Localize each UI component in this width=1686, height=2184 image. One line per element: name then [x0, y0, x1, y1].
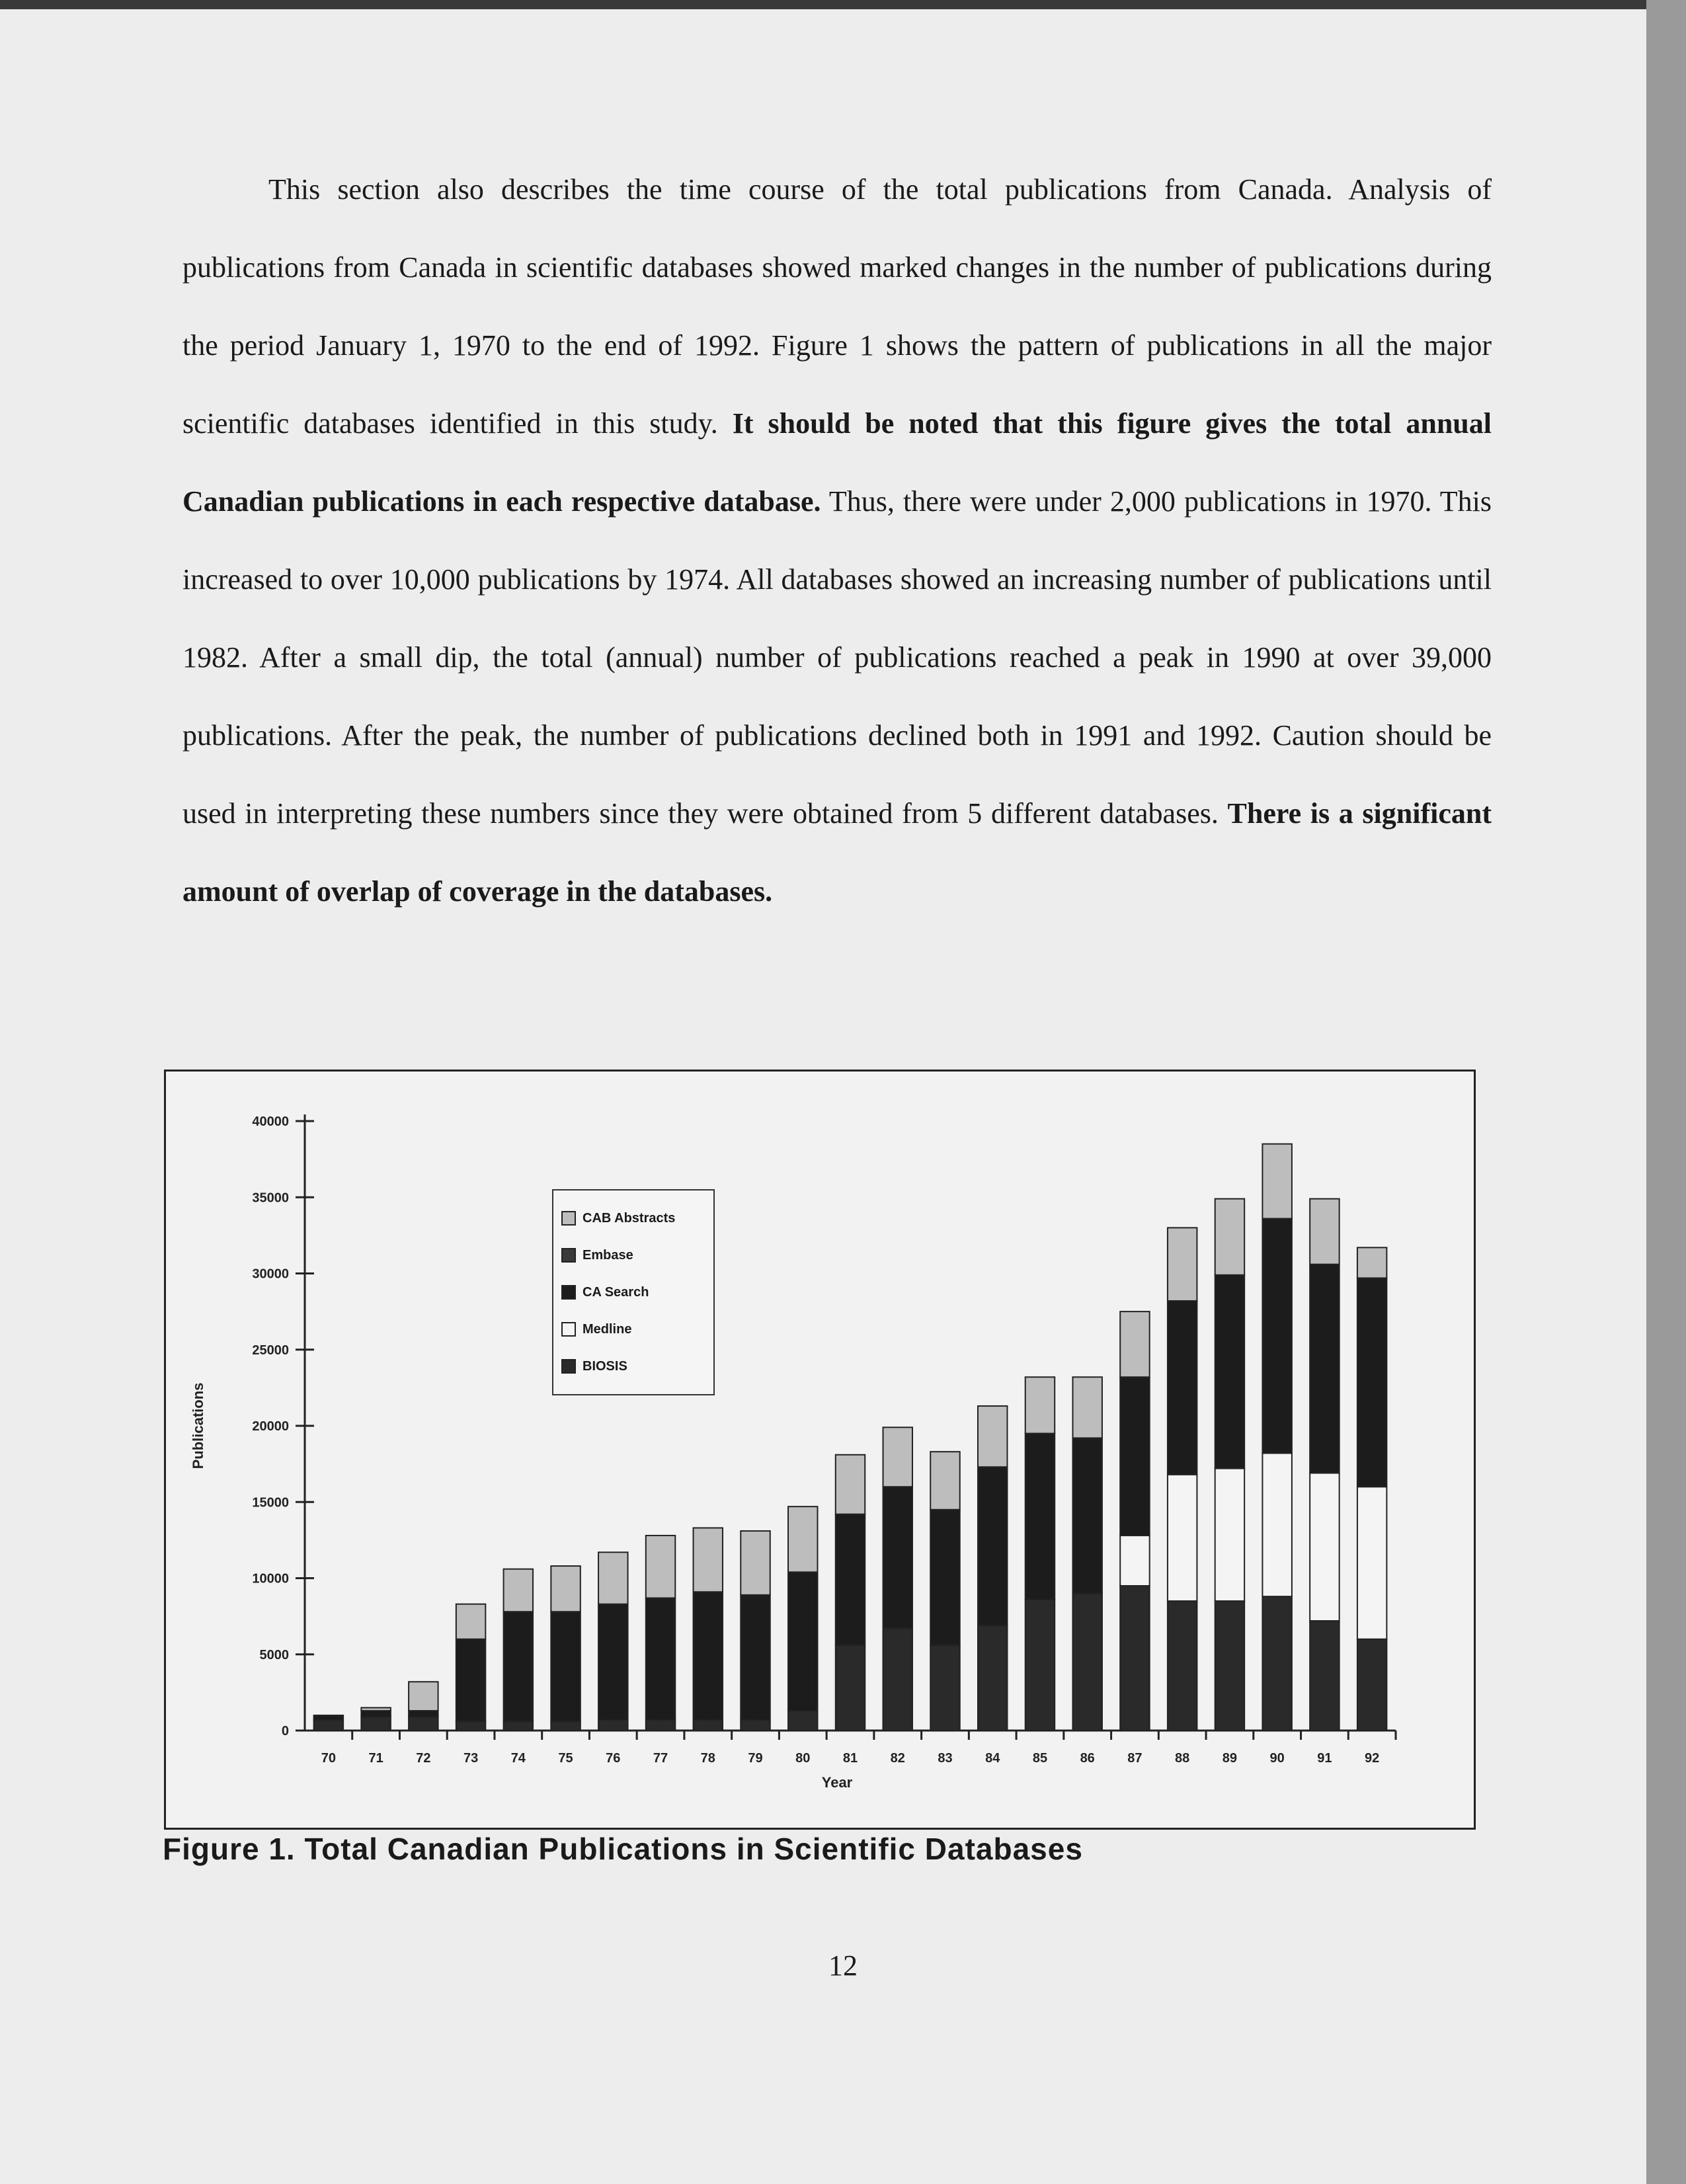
bar-segment-cab-abstracts — [1262, 1144, 1291, 1219]
x-tick-label: 91 — [1317, 1751, 1332, 1766]
page-number: 12 — [828, 1949, 858, 1982]
x-tick-label: 76 — [606, 1751, 621, 1766]
legend-label: Medline — [582, 1321, 632, 1337]
y-tick-label: 40000 — [252, 1114, 289, 1129]
legend-entry — [561, 1237, 713, 1274]
bar-segment-medline — [1310, 1473, 1339, 1621]
bar-segment-medline — [1120, 1536, 1149, 1586]
bar-segment-ca-search — [1215, 1275, 1244, 1469]
paragraph-bold-part-2: There is a significant amount of overlap of coverage in the databases. — [182, 797, 1492, 908]
bar-segment-ca-search — [836, 1514, 865, 1645]
legend-swatch — [561, 1211, 576, 1226]
bar-segment-cab-abstracts — [1310, 1199, 1339, 1265]
bar-segment-biosis — [456, 1721, 485, 1731]
bar-segment-cab-abstracts — [883, 1427, 912, 1487]
bar-segment-biosis — [504, 1721, 533, 1731]
legend-label: Embase — [582, 1247, 633, 1263]
bar-segment-medline — [1357, 1487, 1386, 1639]
x-tick-label: 86 — [1080, 1751, 1095, 1766]
bar-segment-ca-search — [883, 1487, 912, 1628]
x-tick-label: 72 — [416, 1751, 431, 1766]
x-tick-label: 81 — [842, 1751, 858, 1766]
bar-segment-biosis — [836, 1645, 865, 1731]
x-tick-label: 74 — [510, 1751, 526, 1766]
bar-segment-ca-search — [598, 1604, 627, 1720]
y-tick-label: 15000 — [252, 1495, 289, 1510]
bar-segment-ca-search — [694, 1592, 723, 1720]
legend-entry — [561, 1348, 713, 1385]
paragraph-text-part-1: This section also describes the time course of the total publications from Canada. Analysis of publications from Canada in scientific databases showed marked changes in the number of publications during the period January 1, 1970 to the end of 1992. Figure 1 shows the pattern of publications in all the major scientific databases identified in this study. — [182, 173, 1492, 440]
x-tick-label: 78 — [700, 1751, 715, 1766]
y-tick-label: 35000 — [252, 1190, 289, 1206]
legend-swatch — [561, 1285, 576, 1300]
bar-segment-cab-abstracts — [551, 1566, 580, 1612]
legend-swatch — [561, 1322, 576, 1337]
bar-segment-ca-search — [1072, 1438, 1102, 1593]
x-tick-label: 79 — [748, 1751, 763, 1766]
x-tick-label: 83 — [938, 1751, 953, 1766]
bar-segment-ca-search — [409, 1711, 438, 1717]
paragraph-text — [182, 151, 1492, 931]
bar-segment-ca-search — [1168, 1301, 1197, 1475]
x-tick-label: 85 — [1032, 1751, 1048, 1766]
x-tick-label: 82 — [890, 1751, 905, 1766]
bar-segment-ca-search — [314, 1715, 343, 1720]
y-tick-label: 20000 — [252, 1419, 289, 1434]
bar-segment-ca-search — [741, 1595, 770, 1720]
bar-segment-ca-search — [504, 1612, 533, 1721]
bar-segment-ca-search — [646, 1598, 675, 1719]
bar-segment-cab-abstracts — [1168, 1228, 1197, 1301]
bar-segment-cab-abstracts — [1120, 1311, 1149, 1377]
x-tick-label: 90 — [1269, 1751, 1285, 1766]
bar-segment-cab-abstracts — [1072, 1377, 1102, 1438]
bar-segment-biosis — [598, 1720, 627, 1731]
y-tick-label: 5000 — [259, 1647, 289, 1662]
legend-entry — [561, 1311, 713, 1348]
bar-segment-ca-search — [1310, 1265, 1339, 1473]
bar-segment-cab-abstracts — [504, 1569, 533, 1612]
x-tick-label: 77 — [653, 1751, 668, 1766]
bar-segment-ca-search — [456, 1639, 485, 1721]
bar-segment-biosis — [1168, 1601, 1197, 1731]
legend-label: BIOSIS — [582, 1358, 627, 1374]
y-tick-label: 30000 — [252, 1267, 289, 1282]
bar-segment-biosis — [694, 1720, 723, 1731]
scan-right-edge — [1646, 0, 1686, 2184]
x-tick-label: 80 — [795, 1751, 811, 1766]
bar-segment-biosis — [361, 1717, 390, 1731]
bar-segment-medline — [1262, 1453, 1291, 1596]
bar-segment-biosis — [1262, 1596, 1291, 1731]
chart-legend — [552, 1189, 715, 1395]
bar-segment-cab-abstracts — [1025, 1377, 1055, 1433]
figure-caption: Figure 1. Total Canadian Publications in Scientific Databases — [163, 1832, 1083, 1866]
bar-segment-biosis — [646, 1720, 675, 1731]
bar-segment-ca-search — [1357, 1278, 1386, 1487]
x-tick-label: 88 — [1175, 1751, 1190, 1766]
bar-segment-cab-abstracts — [646, 1536, 675, 1598]
x-tick-label: 92 — [1365, 1751, 1380, 1766]
bar-segment-ca-search — [1120, 1377, 1149, 1536]
x-tick-label: 73 — [463, 1751, 479, 1766]
bar-segment-cab-abstracts — [598, 1552, 627, 1604]
bar-segment-biosis — [1072, 1594, 1102, 1731]
x-tick-label: 84 — [985, 1751, 1000, 1766]
legend-label: CA Search — [582, 1284, 649, 1300]
bar-segment-biosis — [551, 1721, 580, 1731]
stacked-bar-chart — [166, 1072, 1478, 1832]
bar-segment-cab-abstracts — [361, 1707, 390, 1711]
bar-segment-biosis — [883, 1629, 912, 1731]
legend-entry — [561, 1200, 713, 1237]
legend-label: CAB Abstracts — [582, 1210, 676, 1226]
x-axis-label: Year — [821, 1774, 853, 1791]
paragraph-text-part-2: Thus, there were under 2,000 publications in 1970. This increased to over 10,000 publications by 1974. All databases showed an increasing number of publications until 1982. After a small dip, the total (annual) number of publications reached a peak in 1990 at over 39,000 publications. After the peak, the number of publications declined both in 1991 and 1992. Caution should be used in interpreting these numbers since they were obtained from 5 different databases. — [182, 485, 1492, 830]
bar-segment-biosis — [741, 1720, 770, 1731]
bar-segment-biosis — [1215, 1601, 1244, 1731]
figure-1-chart — [164, 1070, 1476, 1830]
bar-segment-ca-search — [788, 1572, 817, 1711]
bar-segment-ca-search — [1025, 1434, 1055, 1600]
bar-segment-biosis — [930, 1645, 959, 1731]
y-axis-label: Publications — [190, 1382, 206, 1469]
bar-segment-biosis — [314, 1720, 343, 1731]
bar-segment-cab-abstracts — [456, 1604, 485, 1639]
bar-segment-biosis — [1310, 1621, 1339, 1731]
bar-segment-ca-search — [930, 1510, 959, 1645]
y-tick-label: 10000 — [252, 1571, 289, 1586]
x-tick-label: 87 — [1127, 1751, 1143, 1766]
x-tick-label: 70 — [321, 1751, 336, 1766]
bar-segment-medline — [1215, 1469, 1244, 1602]
bar-segment-biosis — [1357, 1639, 1386, 1731]
y-tick-label: 25000 — [252, 1343, 289, 1358]
bar-segment-ca-search — [1262, 1219, 1291, 1454]
bar-segment-cab-abstracts — [930, 1452, 959, 1510]
x-tick-label: 89 — [1222, 1751, 1238, 1766]
bar-segment-ca-search — [978, 1467, 1007, 1625]
bar-segment-biosis — [1025, 1600, 1055, 1731]
x-tick-label: 75 — [558, 1751, 573, 1766]
scan-top-edge — [0, 0, 1686, 9]
bar-segment-medline — [1168, 1475, 1197, 1601]
bar-segment-cab-abstracts — [836, 1455, 865, 1514]
bar-segment-cab-abstracts — [694, 1528, 723, 1592]
bar-segment-cab-abstracts — [788, 1506, 817, 1572]
bar-segment-cab-abstracts — [1215, 1199, 1244, 1275]
bar-segment-ca-search — [361, 1711, 390, 1717]
bar-segment-cab-abstracts — [978, 1406, 1007, 1467]
bar-segment-cab-abstracts — [409, 1682, 438, 1711]
x-tick-label: 71 — [368, 1751, 383, 1766]
paragraph-bold-part-1: It should be noted that this figure gives the total annual Canadian publications in each respective database. — [182, 407, 1492, 518]
legend-swatch — [561, 1359, 576, 1374]
legend-swatch — [561, 1248, 576, 1263]
bar-segment-biosis — [409, 1717, 438, 1731]
y-tick-label: 0 — [281, 1724, 289, 1738]
bar-segment-biosis — [978, 1625, 1007, 1731]
body-paragraph — [182, 151, 1492, 931]
bar-segment-ca-search — [551, 1612, 580, 1721]
bar-segment-biosis — [1120, 1586, 1149, 1731]
bar-segment-cab-abstracts — [1357, 1247, 1386, 1278]
bar-segment-biosis — [788, 1711, 817, 1731]
legend-entry — [561, 1274, 713, 1311]
bar-segment-cab-abstracts — [741, 1531, 770, 1595]
